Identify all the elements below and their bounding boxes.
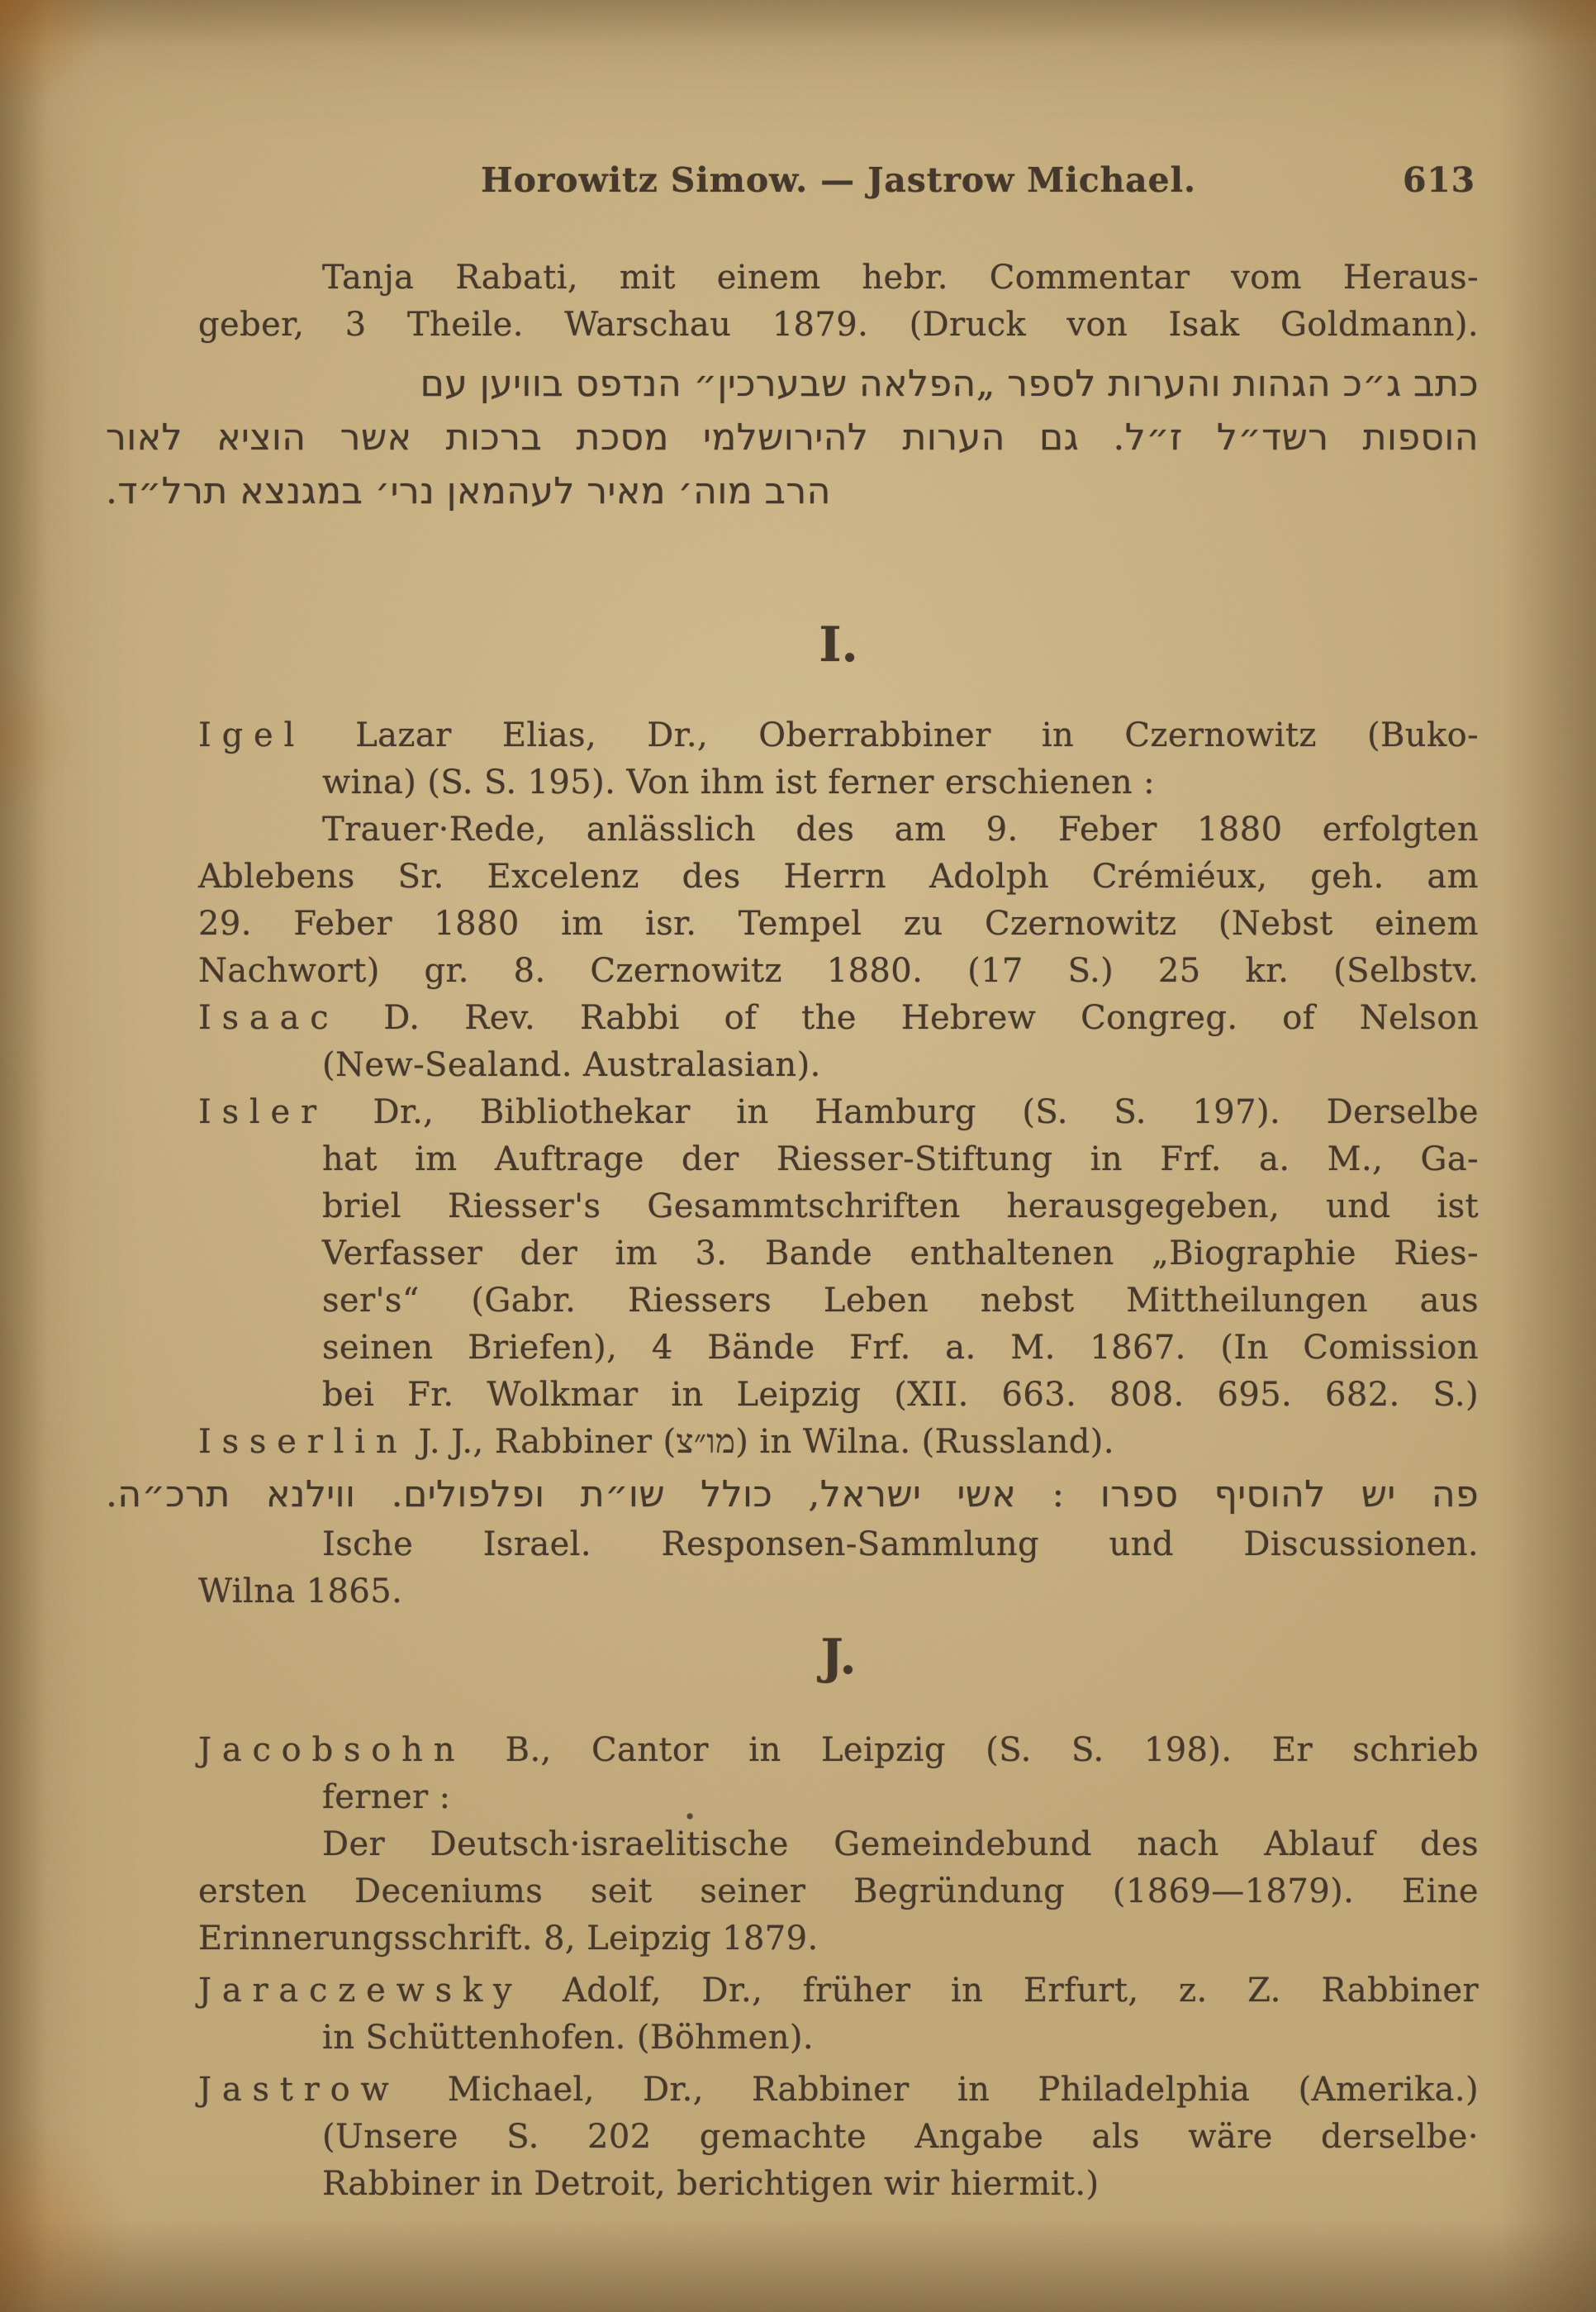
text-line: in Schüttenhofen. (Böhmen).: [322, 2019, 815, 2057]
entry-text: Dr., Bibliothekar in Hamburg (S. S. 197). Derselbe: [326, 1093, 1479, 1131]
hebrew-text-line: כתב ג״כ הגהות והערות לספר „הפלאה שבערכין״ הנדפס בוויען עם: [420, 363, 1479, 405]
entry-name: Isserlin: [198, 1423, 408, 1461]
text-line: [106, 1967, 1479, 2015]
text-line: Nachwort) gr. 8. Czernowitz 1880. (17 S.) 25 kr. (Selbstv.: [198, 952, 1479, 990]
text-line: 29. Feber 1880 im isr. Tempel zu Czernowitz (Nebst einem: [198, 905, 1479, 943]
text-line: (Unsere S. 202 gemachte Angabe als wäre derselbe·: [322, 2118, 1479, 2156]
page-number: 613: [1402, 160, 1475, 200]
text-line: ersten Deceniums seit seiner Begründung (1869—1879). Eine: [198, 1872, 1479, 1910]
entry-name: Jastrow: [198, 2071, 400, 2109]
entry-text: ferner :: [322, 1778, 451, 1816]
entry-text: Adolf, Dr., früher in Erfurt, z. Z. Rabbiner: [522, 1972, 1479, 2010]
entry-name: Jaraczewsky: [198, 1972, 523, 2010]
text-line: ser's“ (Gabr. Riessers Leben nebst Mittheilungen aus: [322, 1282, 1479, 1320]
entry-jacobsohn: [106, 1727, 1479, 1962]
text-line: wina) (S. S. 195). Von ihm ist ferner erschienen :: [322, 764, 1156, 802]
text-line: seinen Briefen), 4 Bände Frf. a. M. 1867. (In Comission: [322, 1329, 1479, 1367]
entry-name: Isaac: [198, 999, 340, 1037]
entry-text: J. J., Rabbiner (מו״צ) in Wilna. (Russland).: [407, 1423, 1114, 1461]
text-line: bei Fr. Wolkmar in Leipzig (XII. 663. 808. 695. 682. S.): [322, 1376, 1479, 1414]
entry-isserlin: [106, 1419, 1479, 1615]
text-line: Rabbiner in Detroit, berichtigen wir hiermit.): [322, 2165, 1100, 2203]
text-line: Verfasser der im 3. Bande enthaltenen „Biographie Ries-: [322, 1234, 1479, 1273]
text-line: geber, 3 Theile. Warschau 1879. (Druck von Isak Goldmann).: [198, 306, 1479, 344]
text-line: Ische Israel. Responsen-Sammlung und Discussionen.: [322, 1525, 1479, 1563]
entry-jaraczewsky: [106, 1967, 1479, 2062]
text-line: [106, 1774, 1479, 1829]
section-heading-i: I.: [819, 616, 858, 673]
text-line: Der Deutsch·israelitische Gemeindebund nach Ablauf des: [322, 1825, 1479, 1863]
entry-name: Igel: [198, 716, 306, 754]
text-line: Trauer·Rede, anlässlich des am 9. Feber 1880 erfolgten: [322, 811, 1479, 849]
text-line: (New-Sealand. Australasian).: [322, 1046, 821, 1084]
entry-jastrow: [106, 2067, 1479, 2208]
text-line: [106, 712, 1479, 759]
text-line: [106, 995, 1479, 1042]
entry-isaac: [106, 995, 1479, 1089]
text-line: Ablebens Sr. Excelenz des Herrn Adolph Crémiéux, geh. am: [198, 858, 1479, 896]
text-line: Erinnerungsschrift. 8, Leipzig 1879.: [198, 1920, 819, 1958]
text-line: Wilna 1865.: [198, 1572, 403, 1610]
text-line: hat im Auftrage der Riesser-Stiftung in Frf. a. M., Ga-: [322, 1140, 1479, 1178]
ink-spot: •: [684, 1805, 696, 1829]
text-line: [106, 2067, 1479, 2114]
section-heading-j: J.: [820, 1629, 857, 1685]
text-line: [106, 1727, 1479, 1774]
entry-text: B., Cantor in Leipzig (S. S. 198). Er schrieb: [465, 1731, 1479, 1769]
entry-isler: [106, 1089, 1479, 1419]
text-line: [106, 1089, 1479, 1136]
entry-igel: [106, 712, 1479, 995]
hebrew-text-line: פה יש להוסיף ספרו : אשי ישראל, כולל שו״ת ופלפולים. ווילנא תרכ״ה.: [106, 1473, 1479, 1515]
hebrew-text-line: הוספות רשד״ל ז״ל. גם הערות להירושלמי מסכת ברכות אשר הוציא לאור: [106, 416, 1479, 459]
entry-name: Isler: [198, 1093, 327, 1131]
text-line: [106, 1419, 1479, 1466]
entry-text: D. Rev. Rabbi of the Hebrew Congreg. of Nelson: [339, 999, 1479, 1037]
hebrew-text-line: הרב מוה׳ מאיר לעהמאן נרי׳ במגנצא תרל״ד.: [106, 470, 831, 512]
entry-name: Jacobsohn: [198, 1731, 466, 1769]
entry-text: Michael, Dr., Rabbiner in Philadelphia (Amerika.): [399, 2071, 1479, 2109]
entry-horowitz-continuation: [106, 255, 1479, 518]
running-header: [106, 157, 1479, 204]
text-line: Tanja Rabati, mit einem hebr. Commentar vom Heraus-: [322, 259, 1479, 297]
text-line: briel Riesser's Gesammtschriften herausgegeben, und ist: [322, 1187, 1479, 1225]
entry-text: Lazar Elias, Dr., Oberrabbiner in Czernowitz (Buko-: [305, 716, 1479, 754]
running-header-title: Horowitz Simow. — Jastrow Michael.: [481, 160, 1196, 200]
text-column: [106, 157, 1479, 2208]
